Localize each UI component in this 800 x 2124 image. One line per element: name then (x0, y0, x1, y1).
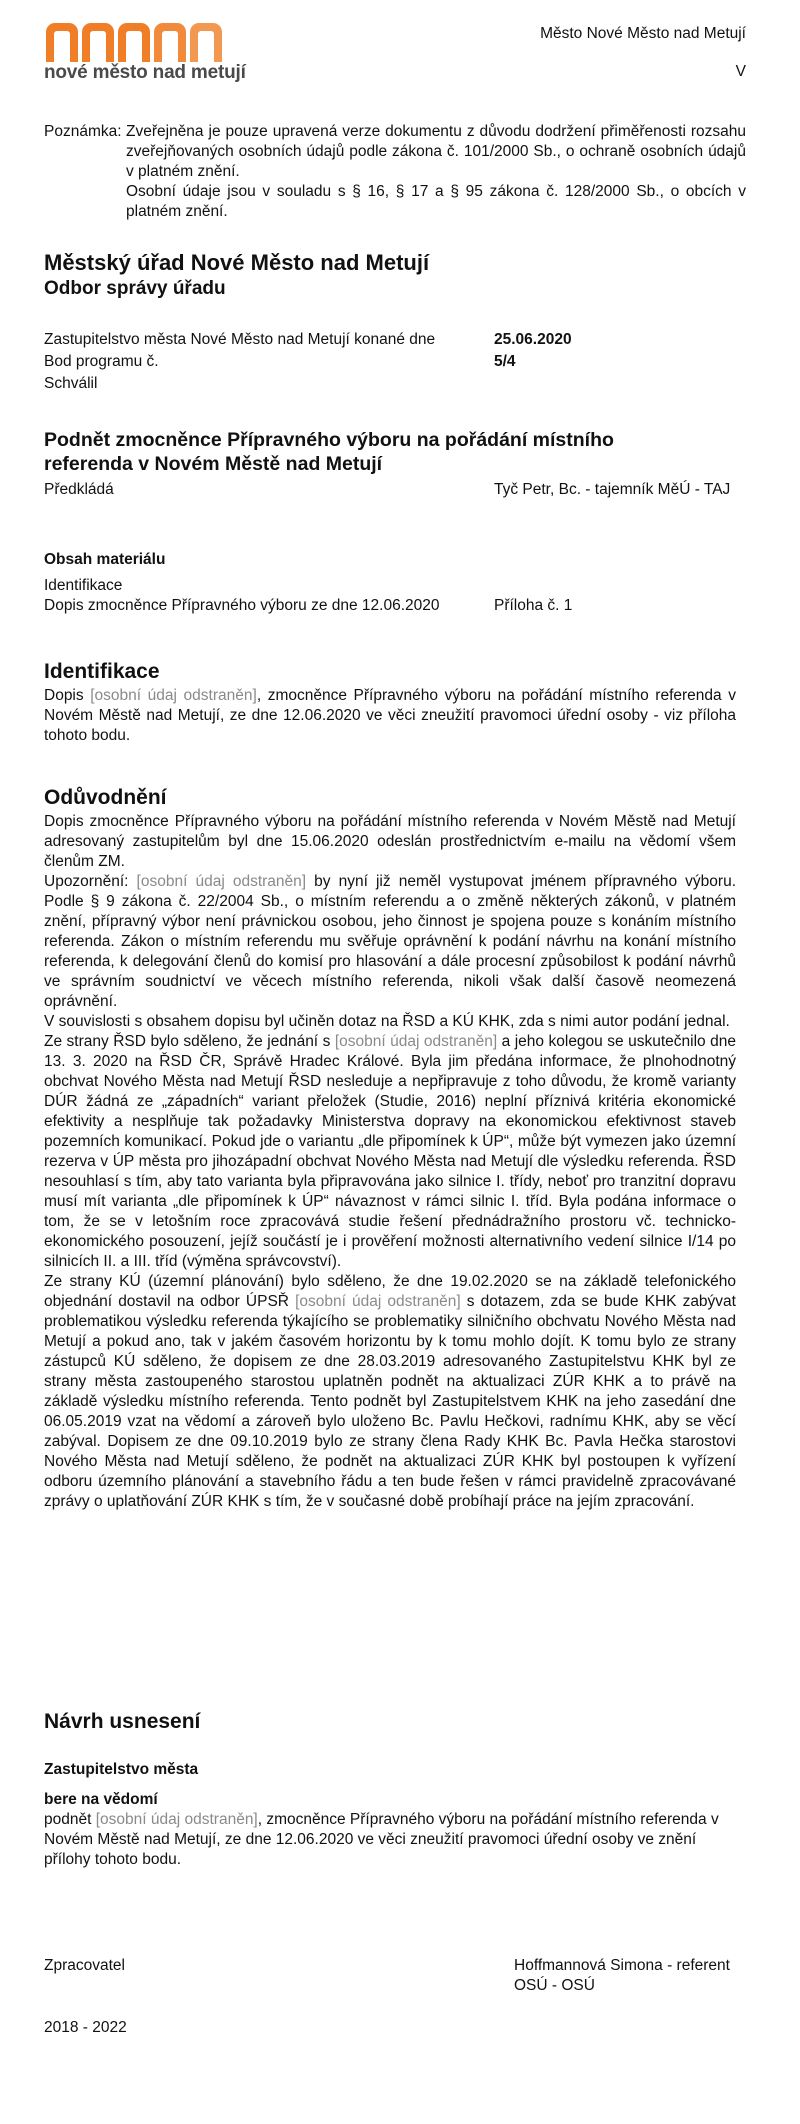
city-name: Město Nové Město nad Metují (540, 25, 746, 42)
resolution-text-rest: , zmocněnce Přípravného výboru na pořádání místního referenda v Novém Městě nad Metují, ze dne 12.06.2020 ve věci zneužití pravomoci úřední osoby ve znění přílohy tohoto bodu. (44, 1811, 719, 1868)
contents-item-1: Identifikace (44, 577, 123, 594)
version-mark: V (735, 63, 746, 80)
justification-paragraph-4 (44, 1032, 736, 1272)
logo-mark (44, 22, 274, 62)
program-label: Bod programu č. (44, 353, 159, 370)
contents-item-2-attachment: Příloha č. 1 (494, 597, 573, 614)
justification-body (44, 812, 736, 1512)
redacted-personal-data: [osobní údaj odstraněn] (295, 1293, 461, 1310)
redacted-personal-data: [osobní údaj odstraněn] (334, 1033, 498, 1050)
justification-paragraph-1: Dopis zmocněnce Přípravného výboru na pořádání místního referenda v Novém Městě nad Metují adresovaný zastupitelům byl dne 15.06.2020 odeslán prostřednictvím e-mailu na vědomí všem členům ZM. (44, 813, 736, 870)
justification-paragraph-5 (44, 1272, 736, 1512)
office-title: Městský úřad Nové Město nad Metují (44, 250, 430, 275)
resolution-text-start: podnět (44, 1811, 92, 1828)
subject-title: Podnět zmocněnce Přípravného výboru na pořádání místního referenda v Novém Městě nad Metují (44, 429, 614, 475)
contents-item-2: Dopis zmocněnce Přípravného výboru ze dne 12.06.2020 (44, 597, 440, 614)
redacted-personal-data: [osobní údaj odstraněn] (90, 687, 257, 704)
meeting-date: 25.06.2020 (494, 331, 572, 348)
meeting-label: Zastupitelstvo města Nové Město nad Metují konané dne (44, 331, 436, 348)
identification-text-start: Dopis (44, 687, 84, 704)
ku-text-start: Ze strany KÚ (územní plánování) bylo sděleno, že dne 19.02.2020 se na základě telefonického objednání dostavil na odbor ÚPSŘ (44, 1273, 736, 1310)
contents-title: Obsah materiálu (44, 551, 166, 568)
prepared-value: Hoffmannová Simona - referent OSÚ - OSÚ (514, 1957, 730, 1994)
note-text-1: Zveřejněna je pouze upravená verze dokumentu z důvodu dodržení přiměřenosti rozsahu zveřejňovaných osobních údajů podle zákona č. 101/2000 Sb., o ochraně osobních údajů v platném znění. (126, 123, 746, 180)
redacted-personal-data: [osobní údaj odstraněn] (136, 873, 307, 890)
warning-text: by nyní již neměl vystupovat jménem přípravného výboru. Podle § 9 zákona č. 22/2004 Sb., o místním referendu a o změně některých zákonů, v platném znění, přípravný výbor není právnickou osobou, jeho činnost je spojena pouze s konáním místního referenda. Zákon o místním referendu mu svěřuje oprávnění k podání návrhu na konání místního referenda, k delegování členů do komisí pro hlasování a dále procesní způsobilost k podání návrhů ve správním soudnictví ve věcech místního referenda, nikoli však další časově neomezená oprávnění. (44, 873, 736, 1010)
rsd-text-rest: a jeho kolegou se uskutečnilo dne 13. 3. 2020 na ŘSD ČR, Správě Hradec Králové. Byla jim předána informace, že plnohodnotný obchvat Nového Města nad Metují ŘSD nesleduje a nepřipravuje z toho důvodu, že kromě varianty DÚR žádná ze „západních“ variant přeložek (Studie, 2016) neplní příznivá kritéria ekonomické efektivity a nesplňuje tak požadavky Ministerstva dopravy na ekonomickou efektivnost staveb pozemních komunikací. Pokud jde o variantu „dle připomínek k ÚP“, může být vymezen jako územní rezerva v ÚP města pro jihozápadní obchvat Nového Města nad Metují dle výsledku referenda. ŘSD nesouhlasí s tím, aby tato varianta byla připravována jako silnice I. třídy, neboť pro tranzitní dopravu musí mít varianta „dle připomínek k ÚP“ návaznost v rámci silnic I. tříd. Byla podána informace o tom, že se v letošním roce zpracovává studie řešení přednádražního prostoru vč. technicko-ekonomického posouzení, jejíž součástí je i prověření možnosti alternativního vedení silnice I/14 po silnicích II. a III. tříd (výměna správcovství). (44, 1033, 736, 1270)
warning-label: Upozornění: (44, 873, 129, 890)
program-value: 5/4 (494, 353, 516, 370)
resolution-action: bere na vědomí (44, 1791, 158, 1808)
approved-label: Schválil (44, 375, 98, 392)
redacted-personal-data: [osobní údaj odstraněn] (95, 1811, 258, 1828)
resolution-body: Zastupitelstvo města (44, 1761, 199, 1778)
identification-title: Identifikace (44, 660, 160, 683)
term-period: 2018 - 2022 (44, 2019, 127, 2036)
note-text-2: Osobní údaje jsou v souladu s § 16, § 17 a § 95 zákona č. 128/2000 Sb., o obcích v platném znění. (126, 183, 746, 220)
city-logo (44, 22, 274, 84)
resolution-title: Návrh usnesení (44, 1710, 201, 1733)
rsd-text-start: Ze strany ŘSD bylo sděleno, že jednání s (44, 1033, 335, 1050)
presenter-value: Tyč Petr, Bc. - tajemník MěÚ - TAJ (494, 481, 731, 498)
prepared-label: Zpracovatel (44, 1957, 125, 1974)
identification-text-rest: , zmocněnce Přípravného výboru na pořádání místního referenda v Novém Městě nad Metují, ze dne 12.06.2020 ve věci zneužití pravomoci úřední osoby - viz příloha tohoto bodu. (44, 687, 736, 744)
resolution-paragraph (44, 1810, 744, 1870)
logo-text: nové město nad metují (44, 62, 246, 83)
justification-paragraph-2 (44, 872, 736, 1012)
office-subtitle: Odbor správy úřadu (44, 278, 226, 299)
justification-paragraph-3: V souvislosti s obsahem dopisu byl učiněn dotaz na ŘSD a KÚ KHK, zda s nimi autor podání jednal. (44, 1013, 730, 1030)
presenter-label: Předkládá (44, 481, 114, 498)
ku-text-rest: s dotazem, zda se bude KHK zabývat problematikou výsledku referenda týkajícího se problematiky silničního obchvatu Nového Města nad Metují a pokud ano, tak v jakém časovém horizontu by k tomu mohlo dojít. K tomu bylo ze strany zástupců KÚ sděleno, že dopisem ze dne 28.03.2019 adresovaného Zastupitelstvu KHK byl ze strany města zastoupeného starostou uplatněn podnět na aktualizaci ZÚR KHK a to právě na základě výsledku místního referenda. Tento podnět byl Zastupitelstvem KHK na jeho zasedání dne 06.05.2019 vzat na vědomí a zároveň bylo uloženo Bc. Pavlu Hečkovi, radnímu KHK, aby se věcí zabýval. Dopisem ze dne 09.10.2019 bylo ze strany člena Rady KHK Bc. Pavla Hečka starostovi Nového Města nad Metují sděleno, že podnět na aktualizaci ZÚR KHK byl postoupen k vyřízení odboru územního plánování a stavebního řádu a ten bude řešen v rámci pravidelně zpracovávané zprávy o uplatňování ZÚR KHK s tím, že v současné době probíhají práce na jejím zpracování. (44, 1293, 736, 1510)
identification-paragraph (44, 686, 736, 746)
note-label: Poznámka: (44, 123, 122, 140)
justification-title: Odůvodnění (44, 786, 167, 809)
